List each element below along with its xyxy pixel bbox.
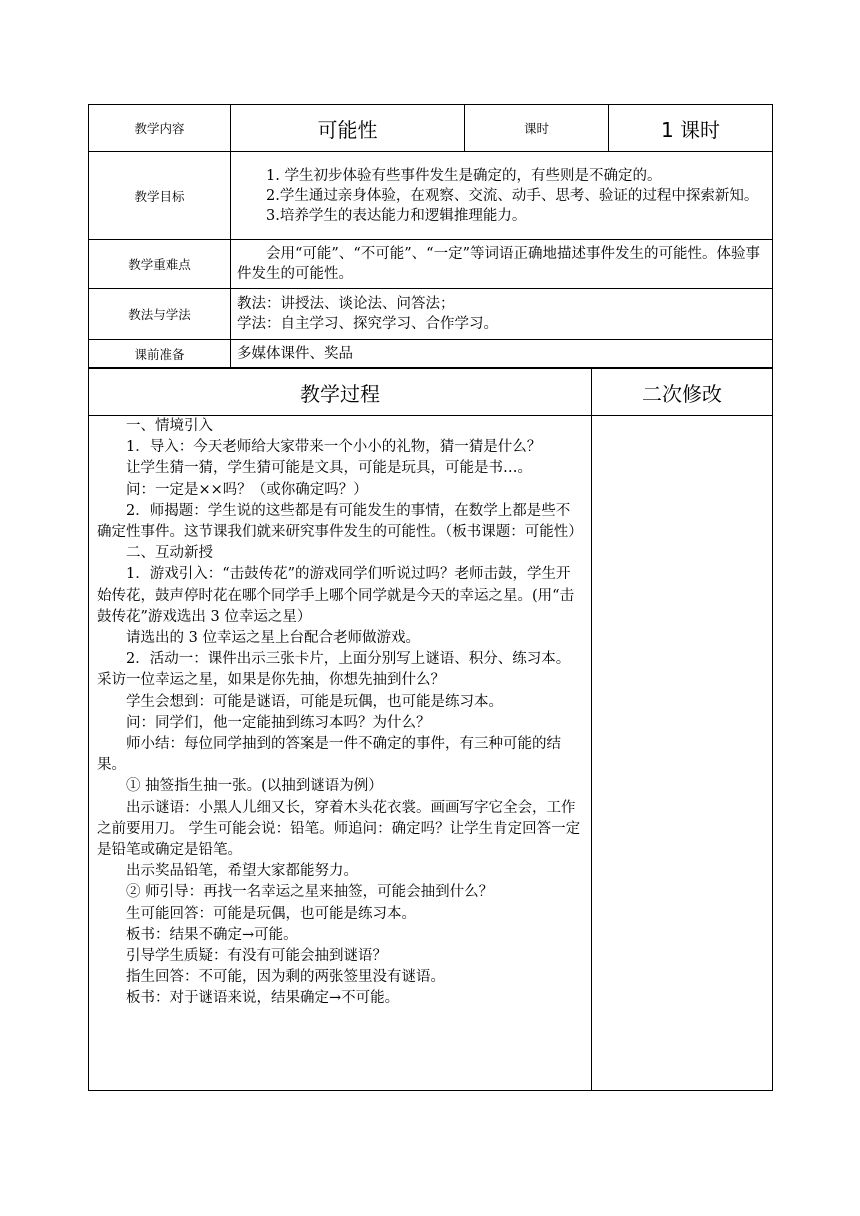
process-line: 请选出的 3 位幸运之星上台配合老师做游戏。 [126, 630, 420, 647]
goal-item: 2.学生通过亲身体验，在观察、交流、动手、思考、验证的过程中探索新知。 [266, 187, 759, 204]
process-line: 一、情境引入 [126, 418, 213, 434]
process-body-row [89, 416, 773, 1091]
process-line: 板书：对于谜语来说，结果确定→不可能。 [126, 990, 400, 1007]
process-line: ② 师引导：再找一名幸运之星来抽签，可能会抽到什么？ [126, 884, 494, 901]
process-title: 教学过程 [89, 369, 592, 416]
content-label: 教学内容 [89, 105, 231, 152]
process-header-row [89, 369, 773, 416]
process-line: 指生回答：不可能，因为剩的两张签里没有谜语。 [126, 969, 445, 986]
methods-row [89, 289, 773, 340]
process-line: ① 抽签指生抽一张。(以抽到谜语为例） [126, 778, 383, 795]
process-line: 2．师揭题：学生说的这些都是有可能发生的事情，在数学上都是些不确定性事件。这节课我们就来研究事件发生的可能性。（板书课题：可能性） [97, 502, 583, 541]
method-item: 教法：讲授法、谈论法、问答法； [237, 296, 455, 312]
goals-cell [231, 152, 773, 240]
process-line: 问：同学们，他一定能抽到练习本吗？为什么？ [126, 714, 431, 731]
process-line: 引导学生质疑：有没有可能会抽到谜语？ [126, 948, 387, 965]
goals-label: 教学目标 [89, 152, 231, 240]
process-line: 2．活动一：课件出示三张卡片，上面分别写上谜语、积分、练习本。采访一位幸运之星，如果是你先抽，你想先抽到什么？ [97, 651, 571, 689]
prep-row [89, 340, 773, 368]
methods-cell [231, 289, 773, 340]
period-label: 课时 [465, 105, 609, 152]
methods-label: 教法与学法 [89, 289, 231, 340]
process-line: 学生会想到：可能是谜语，可能是玩偶，也可能是练习本。 [126, 693, 503, 710]
process-content-cell [89, 416, 592, 1091]
goal-item: 1. 学生初步体验有些事件发生是确定的，有些则是不确定的。 [266, 167, 662, 184]
revision-title: 二次修改 [592, 369, 773, 416]
process-line: 1．导入：今天老师给大家带来一个小小的礼物，猜一猜是什么？ [126, 439, 542, 456]
period-value: 1 课时 [609, 105, 773, 152]
process-line: 1．游戏引入：“击鼓传花”的游戏同学们听说过吗？老师击鼓，学生开始传花，鼓声停时花在哪个同学手上哪个同学就是今天的幸运之星。(用“击鼓传花”游戏选出 3 位幸运之星） [97, 566, 575, 625]
process-line: 出示谜语：小黑人儿细又长，穿着木头花衣裳。画画写字它全会，工作之前要用刀。 学生可能会说：铅笔。师追问：确定吗？让学生肯定回答一定是铅笔或确定是铅笔。 [97, 799, 581, 859]
process-line: 问：一定是××吗？（或你确定吗？） [126, 481, 368, 498]
process-line: 师小结：每位同学抽到的答案是一件不确定的事件，有三种可能的结果。 [97, 736, 561, 774]
process-text [89, 416, 591, 1010]
process-line: 二、互动新授 [126, 545, 213, 562]
prep-text: 多媒体课件、奖品 [231, 340, 773, 368]
goals-row [89, 152, 773, 240]
keypoints-label: 教学重难点 [89, 240, 231, 289]
prep-label: 课前准备 [89, 340, 231, 368]
process-line: 让学生猜一猜，学生猜可能是文具，可能是玩具，可能是书…。 [126, 460, 532, 477]
revision-cell [592, 416, 773, 1091]
keypoints-text: 会用“可能”、“不可能”、“一定”等词语正确地描述事件发生的可能性。体验事件发生的可能性。 [237, 246, 760, 282]
teaching-process-table [88, 368, 773, 1091]
method-item: 学法：自主学习、探究学习、合作学习。 [237, 316, 498, 332]
goal-item: 3.培养学生的表达能力和逻辑推理能力。 [266, 207, 527, 224]
content-row [89, 105, 773, 152]
process-line: 板书：结果不确定→可能。 [126, 926, 298, 943]
keypoints-cell [231, 240, 773, 289]
content-value: 可能性 [231, 105, 465, 152]
process-line: 生可能回答：可能是玩偶，也可能是练习本。 [126, 905, 416, 922]
process-line: 出示奖品铅笔，希望大家都能努力。 [126, 863, 358, 880]
lesson-info-table [88, 104, 773, 368]
keypoints-row [89, 240, 773, 289]
